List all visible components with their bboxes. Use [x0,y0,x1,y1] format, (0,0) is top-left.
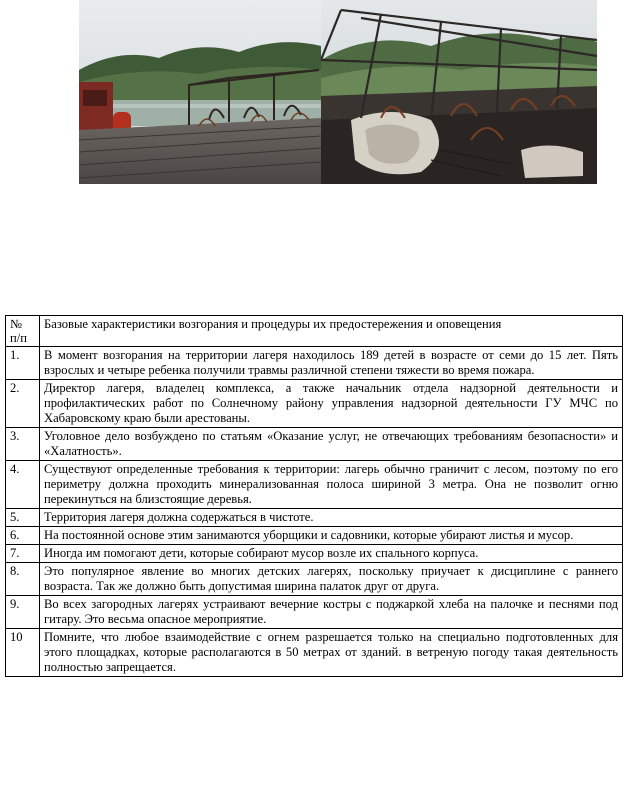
row-text: Иногда им помогают дети, которые собирают мусор возле их спального корпуса. [40,545,623,563]
fire-facts-table [5,315,623,677]
table-row [6,380,623,428]
row-text: Это популярное явление во многих детских лагерях, поскольку приучает к дисциплине с раннего возраста. Так же должно быть допустимая ширина палаток друг от друга. [40,563,623,596]
row-number: 7. [6,545,40,563]
table-body [6,347,623,677]
row-number: 2. [6,380,40,428]
row-number: 10 [6,629,40,677]
row-number: 6. [6,527,40,545]
row-text: Существуют определенные требования к территории: лагерь обычно граничит с лесом, поэтому по его периметру должна проходить минерализованная полоса шириной 3 метра. Она не позволит огню перекинуться на близстоящие деревья. [40,461,623,509]
table-row [6,461,623,509]
table-row [6,527,623,545]
table-row [6,596,623,629]
row-text: Во всех загородных лагерях устраивают вечерние костры с поджаркой хлеба на палочке и песнями под гитару. Это весьма опасное мероприятие. [40,596,623,629]
column-header-number: № п/п [6,316,40,347]
row-number: 5. [6,509,40,527]
photo-burned-tent-debris [321,0,597,184]
row-text: Помните, что любое взаимодействие с огнем разрешается только на специально подготовленных для этого площадках, которые располагаются в 50 метрах от зданий. в ветреную погоду такая деятельность полностью запрещается. [40,629,623,677]
table-row [6,629,623,677]
table-row [6,509,623,527]
row-number: 9. [6,596,40,629]
row-number: 1. [6,347,40,380]
row-text: Уголовное дело возбуждено по статьям «Оказание услуг, не отвечающих требованиям безопасности» и «Халатность». [40,428,623,461]
row-text: Территория лагеря должна содержаться в чистоте. [40,509,623,527]
table-header-row [6,316,623,347]
photo-burned-camp-lake [79,0,321,184]
row-number: 8. [6,563,40,596]
photo-strip [79,0,597,184]
table-row [6,428,623,461]
row-number: 4. [6,461,40,509]
table-row [6,563,623,596]
table-row [6,347,623,380]
row-text: На постоянной основе этим занимаются уборщики и садовники, которые убирают листья и мусор. [40,527,623,545]
table-row [6,545,623,563]
row-number: 3. [6,428,40,461]
row-text: В момент возгорания на территории лагеря находилось 189 детей в возрасте от семи до 15 лет. Пять взрослых и четыре ребенка получили травмы различной степени тяжести во время пожара. [40,347,623,380]
row-text: Директор лагеря, владелец комплекса, а также начальник отдела надзорной деятельности и профилактических работ по Солнечному району управления надзорной деятельности ГУ МЧС по Хабаровскому краю были арестованы. [40,380,623,428]
column-header-description: Базовые характеристики возгорания и процедуры их предостережения и оповещения [40,316,623,347]
